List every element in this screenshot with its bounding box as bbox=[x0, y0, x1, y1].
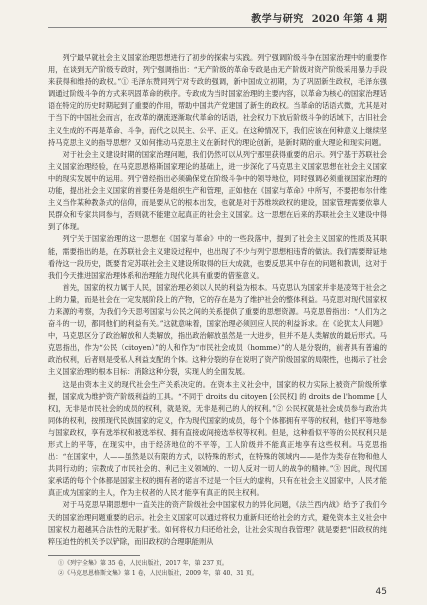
body-text bbox=[48, 52, 387, 548]
issue-label: 2020 年第 4 期 bbox=[311, 14, 387, 25]
paragraph: 首先，国家的权力属于人民，国家治理必须以人民的利益为根本。马克思认为国家并非是凌驾于社会之上的力量，而是社会在一定发展阶段上的产物，它的存在是为了维护社会的整体利益。马克思对现代国家权力来源的考察，为我们今天思考国家与公民之间的关系提供了重要的思想资源。马克思曾指出：“人们为之奋斗的一切，都同他们的利益有关。”这就意味着，国家治理必须回应人民的利益诉求。在《论犹太人问题》中，马克思区分了政治解放和人类解放，指出政治解放虽然是一大进步，但并不是人类解放的最后形式。马克思指出，作为“公民（citoyen）”的人和作为“市民社会成员（homme）”的人是分裂的，前者具有普遍的政治权利，后者则是受私人利益支配的个体。这种分裂的存在说明了资产阶级国家的局限性，也揭示了社会主义国家治理的根本目标：消除这种分裂，实现人的全面发展。 bbox=[48, 282, 387, 377]
paragraph: 列宁最早就社会主义国家治理思想进行了初步的探索与实践。列宁强调阶级斗争在国家治理中的重要作用，在谈到无产阶级专政时，列宁强调指出：“无产阶级的革命专政是由无产阶级对资产阶级采用暴力手段来获得和维持的政权。”① 毛泽东赞同列宁对专政的强调，新中国成立初期，为了巩固新生政权，毛泽东强调通过阶级斗争的方式来巩固革命的秩序。专政成为当时国家治理的主要内容，以革命为核心的国家治理话语在特定的历史时期起到了重要的作用，帮助中国共产党建国了新生的政权。当革命的话语式微，尤其是对于当下的中国社会而言，在改革的潮流逐渐取代革命的话语，社会权力下放后阶级斗争的话域下，古旧社会主义生成的不再是革命、斗争，而代之以民主、公平、正义。在这种情况下，我们应该在何种意义上继续坚持马克思主义的指导思想？又如何推动马克思主义在新时代的理论创新，是新时期的重大理论和现实问题。 bbox=[48, 53, 387, 147]
paragraph: 对于社会主义建设时期的国家治理问题，我们仍然可以从列宁那里获得重要的启示。列宁基于苏联社会主义国家治理经验，在马克思恩格斯国家理论的基础上，进一步深化了马克思主义国家思想在社会主义国家中的现实发展中的运用。列宁曾经指出必须确保党在阶级斗争中的领导地位，同时强调必须重视国家治理的功能，提出社会主义国家的首要任务是组织生产和管理，正如他在《国家与革命》中所写，不要把布尔什维主义当作某种教条式的信仰，而是要从它的根本出发，也就是对于苏维埃政权的建设，国家管理需要依靠人民群众和专家共同参与，否则就不能建立起真正的社会主义国家。这一思想在后来的苏联社会主义建设中得到了体现。 bbox=[48, 149, 387, 232]
paragraph: 这是由资本主义的现代社会生产关系决定的。在资本主义社会中，国家的权力实际上被资产阶级所掌握，国家成为维护资产阶级利益的工具。“不同于 droits du citoyen [公民权] 的 droits de l'homme [人权]，无非是市民社会的成员的权利，就是说，无非是利己的人的权利。”② 公民权就是社会成员参与政治共同体的权利，按照现代民族国家的定义，作为现代国家的成员，每个个体都拥有平等的权利，他们平等地参与国家政权，享有选举权和被选举权、拥有直接或间接选举权等权利。但是，这种看似平等的公民权利只是形式上的平等，在现实中，由于经济地位的不平等，工人阶级并不能真正地享有这些权利。马克思指出：“在国家中，人——虽然是以有限的方式，以特殊的形式，在特殊的领域内——是作为类存在物和他人共同行动的；宗教成了市民社会的、利己主义领域的、一切人反对一切人的战争的精神。”③ 因此，现代国家承诺的每个个体都是国家主权的拥有者的诺言不过是一个巨大的虚构，只有在社会主义国家中，人民才能真正成为国家的主人，作为主权者的人民才能享有真正的民主权利。 bbox=[48, 379, 387, 498]
paragraph: 对于马克思早期思想中一直关注的资产阶级社会中国家权力的异化问题，《法兰西内战》给予了我们今天的国家治理问题重要的启示。社会主义国家可以通过将权力重新归还给社会的方式，避免资本主义社会中国家权力超越其合法性的无限扩张。如何将权力归还给社会，让社会实现自我管理？就是要把“旧政权的纯粹压迫性的机关予以铲除，而旧政权的合理职能则从 bbox=[48, 500, 387, 546]
footnotes bbox=[48, 559, 387, 578]
footnote: ②《马克思恩格斯文集》第 1 卷，人民出版社，2009 年，第 40、31 页。 bbox=[58, 569, 258, 577]
footnote-divider bbox=[48, 555, 140, 556]
running-header bbox=[48, 10, 387, 25]
paragraph: 列宁关于国家治理的这一思想在《国家与革命》中的一些段落中，提到了社会主义国家的性质及其职能，需要指出的是，在苏联社会主义建设过程中，也出现了不少与列宁思想相违背的做法。我们需要辩证地看待这一段历史，既要肯定苏联社会主义建设所取得的巨大成就，也要反思其中存在的问题和教训，这对于我们今天推进国家治理体系和治理能力现代化具有重要的借鉴意义。 bbox=[48, 234, 387, 280]
page-number: 45 bbox=[375, 587, 387, 597]
footnote: ①《列宁全集》第 35 卷，人民出版社，2017 年，第 237 页。 bbox=[58, 560, 228, 567]
journal-title: 教学与研究 bbox=[251, 14, 304, 25]
header-divider bbox=[48, 27, 387, 28]
